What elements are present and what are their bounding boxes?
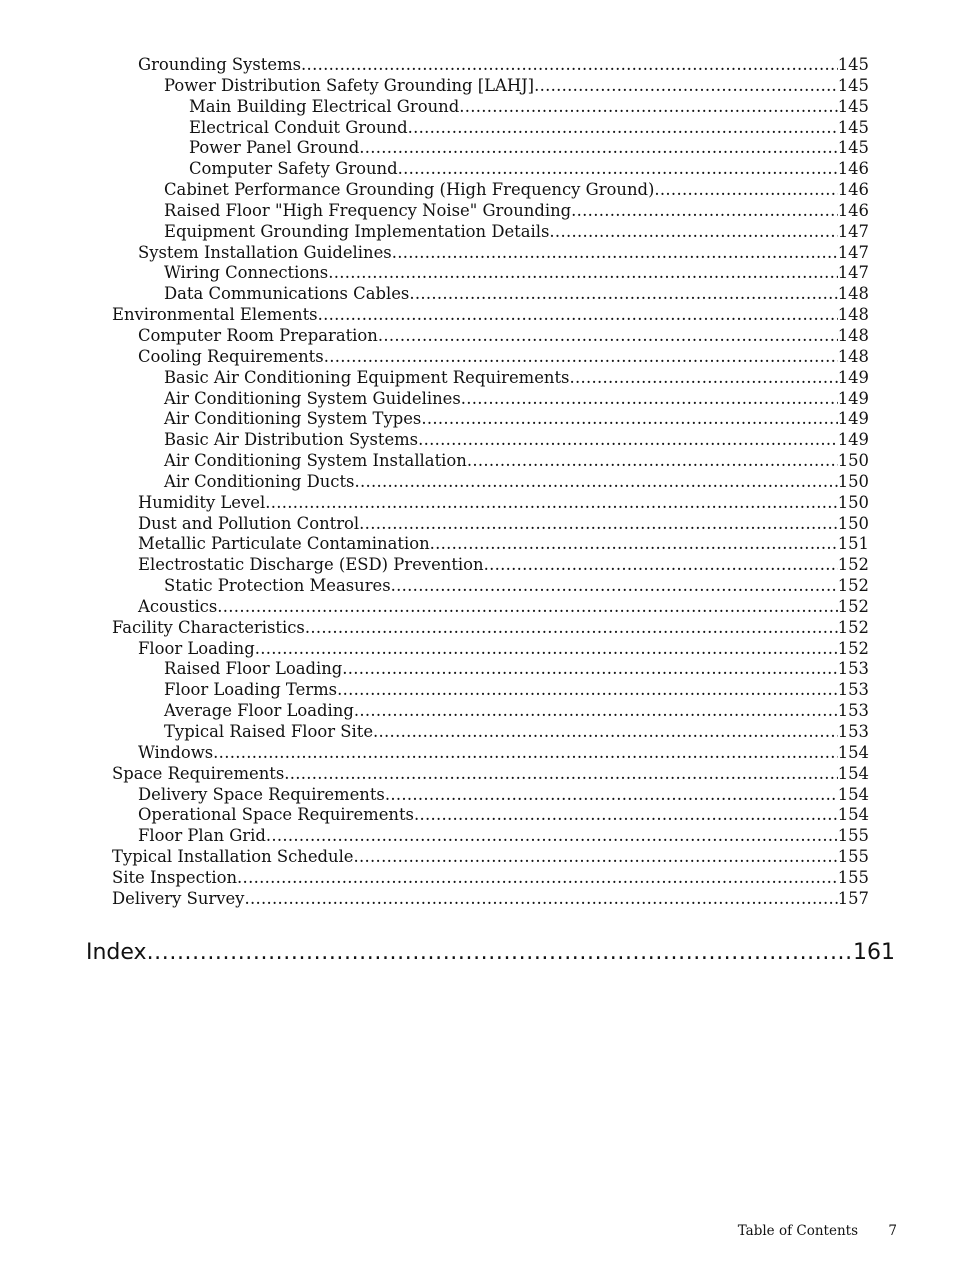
- toc-entry[interactable]: [0, 785, 869, 806]
- toc-entry[interactable]: [0, 555, 869, 576]
- toc-entry[interactable]: [0, 76, 869, 97]
- dot-leader: [318, 305, 838, 326]
- toc-entry[interactable]: [0, 639, 869, 660]
- dot-leader: [305, 618, 838, 639]
- toc-entry[interactable]: [0, 97, 869, 118]
- toc-entry-page: 151: [837, 534, 869, 554]
- toc-entry-title: Air Conditioning System Installation: [164, 451, 467, 471]
- footer-section-title: Table of Contents: [737, 1223, 858, 1239]
- toc-entry[interactable]: [0, 305, 869, 326]
- dot-leader: [408, 118, 838, 139]
- dot-leader: [484, 555, 838, 576]
- dot-leader: [342, 659, 837, 680]
- toc-entry-index[interactable]: [86, 936, 895, 970]
- toc-entry-title: Basic Air Distribution Systems: [164, 430, 419, 450]
- dot-leader: [237, 868, 838, 889]
- toc-entry[interactable]: [0, 472, 869, 493]
- toc-entry-title: Site Inspection: [112, 867, 238, 887]
- toc-entry-page: 145: [837, 96, 869, 116]
- toc-entry-page: 150: [837, 451, 869, 471]
- dot-leader: [324, 347, 838, 368]
- dot-leader: [569, 368, 837, 389]
- dot-leader: [534, 76, 838, 97]
- toc-entry-title: Average Floor Loading: [164, 701, 354, 721]
- toc-entry-title: Acoustics: [138, 596, 218, 616]
- toc-entry-title: Equipment Grounding Implementation Details: [164, 221, 550, 241]
- toc-entry[interactable]: [0, 389, 869, 410]
- toc-entry-page: 145: [837, 138, 869, 158]
- dot-leader: [301, 55, 838, 76]
- toc-entry-page: 154: [837, 742, 869, 762]
- toc-entry-title: Facility Characteristics: [112, 617, 305, 637]
- toc-entry-page: 149: [837, 430, 869, 450]
- toc-entry[interactable]: [0, 576, 869, 597]
- dot-leader: [217, 597, 837, 618]
- toc-entry-title: Floor Loading: [138, 638, 255, 658]
- toc-entry[interactable]: [0, 159, 869, 180]
- toc-entry-page: 154: [837, 784, 869, 804]
- toc-entry-page: 149: [837, 388, 869, 408]
- dot-leader: [461, 389, 838, 410]
- dot-leader: [392, 243, 838, 264]
- toc-entry-title: Environmental Elements: [112, 305, 318, 325]
- toc-entry-title: Electrostatic Discharge (ESD) Prevention: [138, 555, 484, 575]
- toc-entry[interactable]: [0, 868, 869, 889]
- toc-entry[interactable]: [0, 326, 869, 347]
- toc-entry-page: 147: [837, 263, 869, 283]
- toc-entry-title: Operational Space Requirements: [138, 805, 414, 825]
- toc-entry[interactable]: [0, 680, 869, 701]
- footer-page-number: 7: [888, 1223, 897, 1239]
- toc-entry-title: Metallic Particulate Contamination: [138, 534, 430, 554]
- toc-entry-page: 148: [837, 325, 869, 345]
- toc-entry-title: Electrical Conduit Ground: [189, 117, 408, 137]
- dot-leader: [385, 785, 838, 806]
- toc-entry[interactable]: [0, 201, 869, 222]
- toc-entry[interactable]: [0, 659, 869, 680]
- toc-entry[interactable]: [0, 722, 869, 743]
- toc-entry-page: 155: [837, 826, 869, 846]
- dot-leader: [418, 430, 838, 451]
- toc-entry-title: Delivery Space Requirements: [138, 784, 385, 804]
- dot-leader: [378, 326, 838, 347]
- toc-entry-title: Power Panel Ground: [189, 138, 360, 158]
- toc-entry[interactable]: [0, 889, 869, 910]
- dot-leader: [373, 722, 838, 743]
- dot-leader: [354, 701, 838, 722]
- toc-entry-title: Air Conditioning System Guidelines: [164, 388, 461, 408]
- toc-entry-page: 157: [837, 888, 869, 908]
- toc-entry-page: 148: [837, 346, 869, 366]
- dot-leader: [244, 889, 837, 910]
- toc-entry-title: Air Conditioning System Types: [164, 409, 422, 429]
- dot-leader: [391, 576, 838, 597]
- toc-entry-title: Static Protection Measures: [164, 576, 391, 596]
- toc-entry-page: 145: [837, 75, 869, 95]
- toc-entry-page: 152: [837, 576, 869, 596]
- toc-entry-title: Raised Floor Loading: [164, 659, 343, 679]
- toc-entry[interactable]: [0, 243, 869, 264]
- toc-entry-title: Index: [86, 940, 147, 965]
- toc-entry-title: Power Distribution Safety Grounding [LAHJ]: [164, 75, 535, 95]
- toc-entry[interactable]: [0, 764, 869, 785]
- toc-entry-page: 153: [837, 680, 869, 700]
- toc-entry[interactable]: [0, 597, 869, 618]
- toc-entry-page: 152: [837, 617, 869, 637]
- toc-entry-page: 150: [837, 471, 869, 491]
- toc-entry[interactable]: [0, 451, 869, 472]
- toc-entry[interactable]: [0, 347, 869, 368]
- toc-entry-title: Humidity Level: [138, 492, 266, 512]
- toc-entry-page: 145: [837, 117, 869, 137]
- toc-entry-page: 147: [837, 221, 869, 241]
- dot-leader: [571, 201, 838, 222]
- toc-entry[interactable]: [0, 55, 869, 76]
- toc-entry-page: 152: [837, 596, 869, 616]
- toc-entry-title: Grounding Systems: [138, 55, 302, 74]
- toc-entry[interactable]: [0, 263, 869, 284]
- toc-entry-title: Wiring Connections: [164, 263, 329, 283]
- dot-leader: [549, 222, 837, 243]
- dot-leader: [266, 826, 838, 847]
- toc-entry-page: 146: [837, 159, 869, 179]
- dot-leader: [430, 534, 838, 555]
- table-of-contents: [0, 55, 954, 910]
- toc-entry-title: Basic Air Conditioning Equipment Requirements: [164, 367, 570, 387]
- toc-entry-title: Typical Installation Schedule: [112, 847, 354, 867]
- dot-leader: [147, 936, 853, 970]
- dot-leader: [409, 284, 837, 305]
- toc-entry-page: 148: [837, 305, 869, 325]
- toc-entry-page: 152: [837, 638, 869, 658]
- toc-entry-page: 154: [837, 763, 869, 783]
- toc-entry-page: 152: [837, 555, 869, 575]
- toc-entry-page: 155: [837, 867, 869, 887]
- toc-entry[interactable]: [0, 514, 869, 535]
- toc-entry[interactable]: [0, 118, 869, 139]
- toc-entry-page: 161: [853, 940, 895, 965]
- toc-entry-title: Windows: [138, 742, 214, 762]
- toc-entry-title: Computer Room Preparation: [138, 325, 378, 345]
- toc-entry[interactable]: [0, 284, 869, 305]
- toc-entry-page: 148: [837, 284, 869, 304]
- toc-entry-title: Floor Loading Terms: [164, 680, 338, 700]
- toc-entry-title: Delivery Survey: [112, 888, 245, 908]
- dot-leader: [255, 639, 838, 660]
- toc-entry-page: 150: [837, 513, 869, 533]
- dot-leader: [398, 159, 838, 180]
- toc-entry-page: 150: [837, 492, 869, 512]
- toc-entry-title: Air Conditioning Ducts: [164, 471, 355, 491]
- toc-entry-title: Space Requirements: [112, 763, 285, 783]
- toc-entry[interactable]: [0, 743, 869, 764]
- toc-entry[interactable]: [0, 826, 869, 847]
- toc-entry-page: 155: [837, 847, 869, 867]
- toc-entry[interactable]: [0, 701, 869, 722]
- toc-entry-page: 145: [837, 55, 869, 74]
- toc-entry-title: Floor Plan Grid: [138, 826, 266, 846]
- toc-entry-page: 154: [837, 805, 869, 825]
- toc-entry[interactable]: [0, 222, 869, 243]
- toc-entry[interactable]: [0, 368, 869, 389]
- dot-leader: [414, 805, 838, 826]
- toc-entry-title: Main Building Electrical Ground: [189, 96, 460, 116]
- toc-entry-page: 149: [837, 409, 869, 429]
- toc-entry-page: 153: [837, 701, 869, 721]
- toc-entry[interactable]: [0, 180, 869, 201]
- toc-entry[interactable]: [0, 409, 869, 430]
- dot-leader: [265, 493, 837, 514]
- toc-entry-page: 147: [837, 242, 869, 262]
- dot-leader: [467, 451, 838, 472]
- dot-leader: [284, 764, 837, 785]
- toc-entry-page: 153: [837, 659, 869, 679]
- toc-entry[interactable]: [0, 430, 869, 451]
- toc-entry-page: 146: [837, 180, 869, 200]
- toc-entry[interactable]: [0, 847, 869, 868]
- dot-leader: [328, 263, 838, 284]
- toc-entry-title: Dust and Pollution Control: [138, 513, 360, 533]
- dot-leader: [359, 514, 838, 535]
- toc-entry[interactable]: [0, 138, 869, 159]
- toc-entry-page: 146: [837, 200, 869, 220]
- toc-entry[interactable]: [0, 805, 869, 826]
- toc-entry[interactable]: [0, 618, 869, 639]
- toc-entry-title: Typical Raised Floor Site: [164, 722, 374, 741]
- toc-entry-title: Cooling Requirements: [138, 346, 324, 366]
- toc-entry-page: 149: [837, 367, 869, 387]
- dot-leader: [421, 409, 837, 430]
- toc-entry-title: Cabinet Performance Grounding (High Frequency Ground): [164, 180, 655, 200]
- toc-entry-title: Computer Safety Ground: [189, 159, 398, 179]
- dot-leader: [337, 680, 838, 701]
- toc-entry[interactable]: [0, 493, 869, 514]
- dot-leader: [654, 180, 837, 201]
- dot-leader: [354, 847, 838, 868]
- toc-entry[interactable]: [0, 534, 869, 555]
- dot-leader: [359, 138, 838, 159]
- dot-leader: [213, 743, 838, 764]
- toc-entry-title: Data Communications Cables: [164, 284, 410, 304]
- toc-entry-title: System Installation Guidelines: [138, 242, 392, 262]
- dot-leader: [459, 97, 838, 118]
- toc-entry-title: Raised Floor "High Frequency Noise" Grounding: [164, 200, 572, 220]
- toc-entry-page: 153: [837, 722, 869, 741]
- dot-leader: [354, 472, 837, 493]
